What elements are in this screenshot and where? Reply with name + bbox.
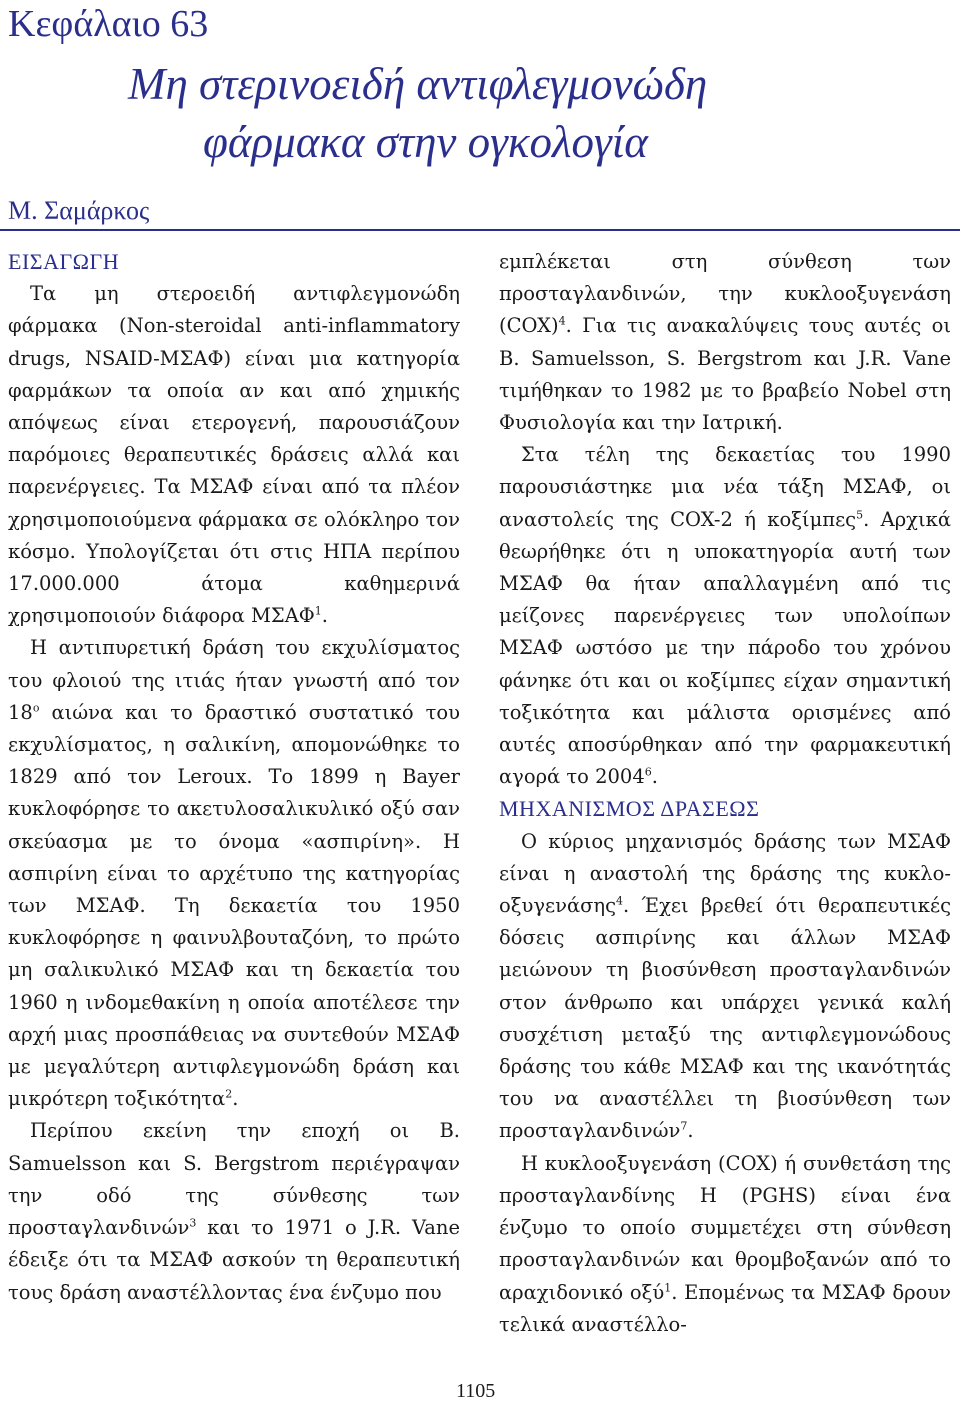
- reference-marker: 4: [558, 314, 566, 328]
- paragraph: Η κυκλοοξυγενάση (COX) ή συνθετάση της προσταγλανδίνης H (PGHS) είναι ένα ένζυμο το οποίο συμμετέχει στη σύνθεση προσταγλανδινών και θρομβοξανών από το αραχιδονικό οξύ$^1$. Επομένως τα ΜΣΑΦ δρουν τελικά αναστέλλο-: [499, 1151, 951, 1336]
- paragraph: Ο κύριος μηχανισμός δράσης των ΜΣΑΦ είναι η αναστολή της δράσης της κυκλο-οξυγενάσης$^4$. Έχει βρεθεί ότι θεραπευτικές δόσεις ασπιρίνης και άλλων ΜΣΑΦ μειώνουν τη βιοσύνθεση προσταγλανδινών στον άνθρωπο και υπάρχει γενικά καλή συσχέτιση μεταξύ της αντιφλεγμονώδους δράσης του κάθε ΜΣΑΦ και της ικανότητάς του να αναστέλλει τη βιοσύνθεση των προσταγλανδινών$^7$.: [499, 829, 951, 1143]
- right-column: [499, 246, 951, 1341]
- header-divider: [0, 229, 960, 231]
- reference-marker: 1: [664, 1281, 672, 1294]
- section-heading-mechanism: ΜΗΧΑΝΙΣΜΟΣ ΔΡΑΣΕΩΣ: [499, 796, 760, 822]
- superscript: ο: [32, 701, 40, 715]
- paragraph: εμπλέκεται στη σύνθεση των προσταγλανδινών, την κυκλοοξυγενάση (COX)$^4$. Για τις ανακαλύψεις τους αυτές οι B. Samuelsson, S. Bergstrom και J.R. Vane τιμήθηκαν το 1982 με το βραβείο Nobel στη Φυσιολογία και την Ιατρική.: [499, 250, 951, 435]
- left-column: [8, 246, 460, 1309]
- reference-marker: 2: [225, 1087, 233, 1101]
- page-number: 1105: [456, 1380, 496, 1402]
- paragraph: Η αντιπυρετική δράση του εκχυλίσματος του φλοιού της ιτιάς ήταν γνωστή από τον $18^o$ αιώνα και το δραστικό συστατικό του εκχυλίσματος, η σαλικίνη, απομονώθηκε το 1829 από τον Leroux. Το 1899 η Bayer κυκλοφόρησε το ακετυλοσαλικυλικό οξύ σαν σκεύασμα με το όνομα «ασπιρίνη». Η ασπιρίνη είναι το αρχέτυπο της κατηγορίας των ΜΣΑΦ. Τη δεκαετία του 1950 κυκλοφόρησε η φαινυλβουταζόνη, το πρώτο μη σαλικυλικό ΜΣΑΦ και τη δεκαετία του 1960 η ινδομεθακίνη η οποία αποτέλεσε την αρχή μιας προσπάθειας να συντεθούν ΜΣΑΦ με μεγαλύτερη αντιφλεγμονώδη δράση και μικρότερη τοξικότητα$^2$.: [8, 636, 460, 1111]
- reference-marker: 3: [189, 1216, 197, 1230]
- chapter-label: Κεφάλαιο 63: [8, 3, 209, 45]
- paragraph: Τα μη στεροειδή αντιφλεγμονώδη φάρμακα (Non-steroidal anti-inflammatory drugs, NSAID-ΜΣΑΦ) είναι μια κατηγορία φαρμάκων τα οποία αν και από χημικής απόψεως είναι ετερογενή, παρουσιάζουν παρόμοιες θεραπευτικές δράσεις αλλά και παρενέργειες. Τα ΜΣΑΦ είναι από τα πλέον χρησιμοποιούμενα φάρμακα σε ολόκληρο τον κόσμο. Υπολογίζεται ότι στις ΗΠΑ περίπου 17.000.000 άτομα καθημερινά χρησιμοποιούν διάφορα ΜΣΑΦ$^1$.: [8, 282, 460, 628]
- paragraph: Στα τέλη της δεκαετίας του 1990 παρουσιάστηκε μια νέα τάξη ΜΣΑΦ, οι αναστολείς της COX-2 ή κοξίμπες$^5$. Αρχικά θεωρήθηκε ότι η υποκατηγορία αυτή των ΜΣΑΦ θα ήταν απαλλαγμένη από τις μείζονες παρενέργειες των υπολοίπων ΜΣΑΦ ωστόσο με την πάροδο του χρόνου φάνηκε ότι και οι κοξίμπες είχαν σημαντική τοξικότητα και μάλιστα ορισμένες από αυτές αποσύρθηκαν από την φαρμακευτική αγορά το 2004$^6$.: [499, 443, 952, 789]
- chapter-title-line-1: Μη στερινοειδή αντιφλεγμονώδη: [128, 59, 708, 109]
- author-name: Μ. Σαμάρκος: [8, 196, 150, 225]
- reference-marker: 7: [680, 1119, 688, 1133]
- section-heading-introduction: ΕΙΣΑΓΩΓΗ: [8, 249, 120, 274]
- reference-marker: 1: [314, 604, 322, 618]
- reference-marker: 4: [616, 894, 624, 908]
- reference-marker: 6: [644, 765, 652, 779]
- reference-marker: 5: [856, 508, 864, 522]
- paragraph: Περίπου εκείνη την εποχή οι B. Samuelsson και S. Bergstrom περιέγραψαν την οδό της σύνθεσης των προσταγλανδινών$^3$ και το 1971 ο J.R. Vane έδειξε ότι τα ΜΣΑΦ ασκούν τη θεραπευτική τους δράση αναστέλλοντας ένα ένζυμο που: [8, 1119, 460, 1304]
- chapter-title-line-2: φάρμακα στην ογκολογία: [203, 117, 648, 167]
